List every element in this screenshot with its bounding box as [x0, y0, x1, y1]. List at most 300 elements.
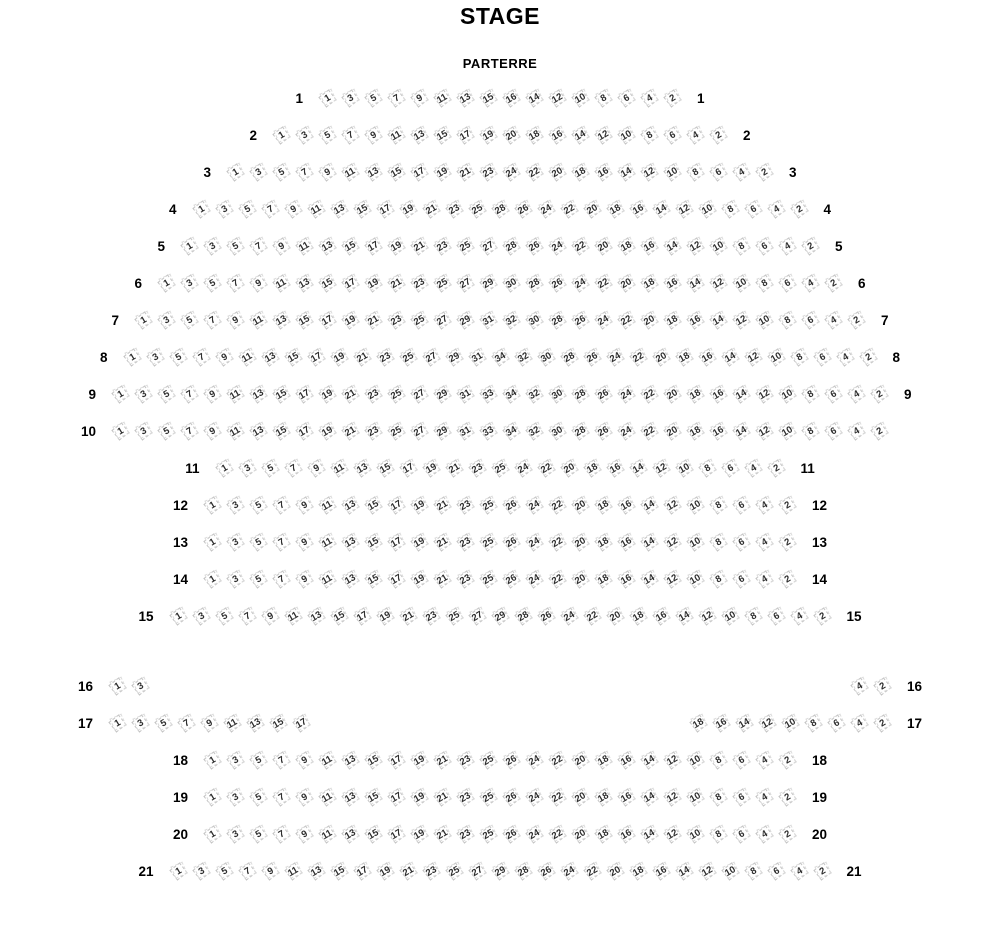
seat-14-16[interactable] — [617, 570, 635, 588]
seat-21-15[interactable] — [330, 862, 348, 880]
seat-8-22[interactable] — [629, 348, 647, 366]
seat-14-15[interactable] — [364, 570, 382, 588]
seat-13-10[interactable] — [686, 533, 704, 551]
seat-4-8[interactable] — [721, 200, 739, 218]
seat-14-8[interactable] — [709, 570, 727, 588]
seat-6-29[interactable] — [479, 274, 497, 292]
seat-21-3[interactable] — [192, 862, 210, 880]
seat-1-6[interactable] — [617, 89, 635, 107]
seat-2-13[interactable] — [410, 126, 428, 144]
seat-15-19[interactable] — [376, 607, 394, 625]
seat-21-28[interactable] — [514, 862, 532, 880]
seat-9-4[interactable] — [847, 385, 865, 403]
seat-7-8[interactable] — [778, 311, 796, 329]
seat-19-21[interactable] — [433, 788, 451, 806]
seat-7-32[interactable] — [502, 311, 520, 329]
seat-10-10[interactable] — [778, 422, 796, 440]
seat-12-11[interactable] — [318, 496, 336, 514]
seat-17-9[interactable] — [200, 714, 218, 732]
seat-18-6[interactable] — [732, 751, 750, 769]
seat-6-2[interactable] — [824, 274, 842, 292]
seat-17-1[interactable] — [108, 714, 126, 732]
seat-11-19[interactable] — [422, 459, 440, 477]
seat-12-17[interactable] — [387, 496, 405, 514]
seat-9-29[interactable] — [433, 385, 451, 403]
seat-9-9[interactable] — [203, 385, 221, 403]
seat-10-23[interactable] — [364, 422, 382, 440]
seat-10-15[interactable] — [272, 422, 290, 440]
seat-11-17[interactable] — [399, 459, 417, 477]
seat-4-7[interactable] — [261, 200, 279, 218]
seat-18-24[interactable] — [525, 751, 543, 769]
seat-20-4[interactable] — [755, 825, 773, 843]
seat-15-6[interactable] — [767, 607, 785, 625]
seat-20-15[interactable] — [364, 825, 382, 843]
seat-10-32[interactable] — [525, 422, 543, 440]
seat-15-24[interactable] — [560, 607, 578, 625]
seat-4-19[interactable] — [399, 200, 417, 218]
seat-21-11[interactable] — [284, 862, 302, 880]
seat-10-31[interactable] — [456, 422, 474, 440]
seat-10-12[interactable] — [755, 422, 773, 440]
seat-19-20[interactable] — [571, 788, 589, 806]
seat-8-1[interactable] — [123, 348, 141, 366]
seat-9-24[interactable] — [617, 385, 635, 403]
seat-17-2[interactable] — [873, 714, 891, 732]
seat-21-9[interactable] — [261, 862, 279, 880]
seat-11-22[interactable] — [537, 459, 555, 477]
seat-3-13[interactable] — [364, 163, 382, 181]
seat-4-18[interactable] — [606, 200, 624, 218]
seat-8-16[interactable] — [698, 348, 716, 366]
seat-13-5[interactable] — [249, 533, 267, 551]
seat-4-16[interactable] — [629, 200, 647, 218]
seat-2-16[interactable] — [548, 126, 566, 144]
seat-20-19[interactable] — [410, 825, 428, 843]
seat-2-3[interactable] — [295, 126, 313, 144]
seat-1-2[interactable] — [663, 89, 681, 107]
seat-15-17[interactable] — [353, 607, 371, 625]
seat-18-8[interactable] — [709, 751, 727, 769]
seat-14-18[interactable] — [594, 570, 612, 588]
seat-2-18[interactable] — [525, 126, 543, 144]
seat-9-17[interactable] — [295, 385, 313, 403]
seat-10-25[interactable] — [387, 422, 405, 440]
seat-4-9[interactable] — [284, 200, 302, 218]
seat-2-11[interactable] — [387, 126, 405, 144]
seat-20-6[interactable] — [732, 825, 750, 843]
seat-11-9[interactable] — [307, 459, 325, 477]
seat-14-1[interactable] — [203, 570, 221, 588]
seat-7-24[interactable] — [594, 311, 612, 329]
seat-19-12[interactable] — [663, 788, 681, 806]
seat-11-1[interactable] — [215, 459, 233, 477]
seat-21-25[interactable] — [445, 862, 463, 880]
seat-6-24[interactable] — [571, 274, 589, 292]
seat-7-11[interactable] — [249, 311, 267, 329]
seat-7-20[interactable] — [640, 311, 658, 329]
seat-2-17[interactable] — [456, 126, 474, 144]
seat-4-12[interactable] — [675, 200, 693, 218]
seat-11-8[interactable] — [698, 459, 716, 477]
seat-12-2[interactable] — [778, 496, 796, 514]
seat-8-13[interactable] — [261, 348, 279, 366]
seat-6-26[interactable] — [548, 274, 566, 292]
seat-15-18[interactable] — [629, 607, 647, 625]
seat-4-3[interactable] — [215, 200, 233, 218]
seat-5-9[interactable] — [272, 237, 290, 255]
seat-5-26[interactable] — [525, 237, 543, 255]
seat-6-8[interactable] — [755, 274, 773, 292]
seat-18-10[interactable] — [686, 751, 704, 769]
seat-21-4[interactable] — [790, 862, 808, 880]
seat-6-17[interactable] — [341, 274, 359, 292]
seat-16-3[interactable] — [131, 677, 149, 695]
seat-12-26[interactable] — [502, 496, 520, 514]
seat-2-19[interactable] — [479, 126, 497, 144]
seat-11-12[interactable] — [652, 459, 670, 477]
seat-10-5[interactable] — [157, 422, 175, 440]
seat-8-23[interactable] — [376, 348, 394, 366]
seat-5-7[interactable] — [249, 237, 267, 255]
seat-18-3[interactable] — [226, 751, 244, 769]
seat-21-27[interactable] — [468, 862, 486, 880]
seat-21-12[interactable] — [698, 862, 716, 880]
seat-12-7[interactable] — [272, 496, 290, 514]
seat-8-26[interactable] — [583, 348, 601, 366]
seat-20-8[interactable] — [709, 825, 727, 843]
seat-7-10[interactable] — [755, 311, 773, 329]
seat-7-28[interactable] — [548, 311, 566, 329]
seat-13-9[interactable] — [295, 533, 313, 551]
seat-12-9[interactable] — [295, 496, 313, 514]
seat-17-7[interactable] — [177, 714, 195, 732]
seat-20-12[interactable] — [663, 825, 681, 843]
seat-9-5[interactable] — [157, 385, 175, 403]
seat-4-22[interactable] — [560, 200, 578, 218]
seat-9-32[interactable] — [525, 385, 543, 403]
seat-4-13[interactable] — [330, 200, 348, 218]
seat-13-6[interactable] — [732, 533, 750, 551]
seat-7-31[interactable] — [479, 311, 497, 329]
seat-13-3[interactable] — [226, 533, 244, 551]
seat-9-28[interactable] — [571, 385, 589, 403]
seat-21-19[interactable] — [376, 862, 394, 880]
seat-17-18[interactable] — [689, 714, 707, 732]
seat-9-18[interactable] — [686, 385, 704, 403]
seat-19-16[interactable] — [617, 788, 635, 806]
seat-9-27[interactable] — [410, 385, 428, 403]
seat-11-2[interactable] — [767, 459, 785, 477]
seat-21-20[interactable] — [606, 862, 624, 880]
seat-2-5[interactable] — [318, 126, 336, 144]
seat-5-13[interactable] — [318, 237, 336, 255]
seat-9-1[interactable] — [111, 385, 129, 403]
seat-14-9[interactable] — [295, 570, 313, 588]
seat-7-30[interactable] — [525, 311, 543, 329]
seat-14-5[interactable] — [249, 570, 267, 588]
seat-10-18[interactable] — [686, 422, 704, 440]
seat-10-30[interactable] — [548, 422, 566, 440]
seat-2-2[interactable] — [709, 126, 727, 144]
seat-15-12[interactable] — [698, 607, 716, 625]
seat-7-9[interactable] — [226, 311, 244, 329]
seat-10-26[interactable] — [594, 422, 612, 440]
seat-6-25[interactable] — [433, 274, 451, 292]
seat-3-17[interactable] — [410, 163, 428, 181]
seat-8-31[interactable] — [468, 348, 486, 366]
seat-6-22[interactable] — [594, 274, 612, 292]
seat-11-14[interactable] — [629, 459, 647, 477]
seat-19-17[interactable] — [387, 788, 405, 806]
seat-14-14[interactable] — [640, 570, 658, 588]
seat-11-5[interactable] — [261, 459, 279, 477]
seat-12-20[interactable] — [571, 496, 589, 514]
seat-15-4[interactable] — [790, 607, 808, 625]
seat-17-14[interactable] — [735, 714, 753, 732]
seat-7-1[interactable] — [134, 311, 152, 329]
seat-20-13[interactable] — [341, 825, 359, 843]
seat-10-1[interactable] — [111, 422, 129, 440]
seat-21-16[interactable] — [652, 862, 670, 880]
seat-3-15[interactable] — [387, 163, 405, 181]
seat-20-23[interactable] — [456, 825, 474, 843]
seat-11-3[interactable] — [238, 459, 256, 477]
seat-6-30[interactable] — [502, 274, 520, 292]
seat-12-22[interactable] — [548, 496, 566, 514]
seat-20-11[interactable] — [318, 825, 336, 843]
seat-8-32[interactable] — [514, 348, 532, 366]
seat-7-29[interactable] — [456, 311, 474, 329]
seat-3-14[interactable] — [617, 163, 635, 181]
seat-2-10[interactable] — [617, 126, 635, 144]
seat-5-20[interactable] — [594, 237, 612, 255]
seat-3-3[interactable] — [249, 163, 267, 181]
seat-8-7[interactable] — [192, 348, 210, 366]
seat-3-23[interactable] — [479, 163, 497, 181]
seat-17-6[interactable] — [827, 714, 845, 732]
seat-5-27[interactable] — [479, 237, 497, 255]
seat-13-24[interactable] — [525, 533, 543, 551]
seat-5-25[interactable] — [456, 237, 474, 255]
seat-10-16[interactable] — [709, 422, 727, 440]
seat-15-10[interactable] — [721, 607, 739, 625]
seat-10-13[interactable] — [249, 422, 267, 440]
seat-1-13[interactable] — [456, 89, 474, 107]
seat-2-8[interactable] — [640, 126, 658, 144]
seat-14-11[interactable] — [318, 570, 336, 588]
seat-19-23[interactable] — [456, 788, 474, 806]
seat-10-14[interactable] — [732, 422, 750, 440]
seat-20-24[interactable] — [525, 825, 543, 843]
seat-6-20[interactable] — [617, 274, 635, 292]
seat-11-25[interactable] — [491, 459, 509, 477]
seat-6-15[interactable] — [318, 274, 336, 292]
seat-2-12[interactable] — [594, 126, 612, 144]
seat-10-22[interactable] — [640, 422, 658, 440]
seat-9-16[interactable] — [709, 385, 727, 403]
seat-6-4[interactable] — [801, 274, 819, 292]
seat-8-11[interactable] — [238, 348, 256, 366]
seat-13-16[interactable] — [617, 533, 635, 551]
seat-13-12[interactable] — [663, 533, 681, 551]
seat-5-1[interactable] — [180, 237, 198, 255]
seat-9-31[interactable] — [456, 385, 474, 403]
seat-11-7[interactable] — [284, 459, 302, 477]
seat-6-1[interactable] — [157, 274, 175, 292]
seat-8-30[interactable] — [537, 348, 555, 366]
seat-8-34[interactable] — [491, 348, 509, 366]
seat-20-17[interactable] — [387, 825, 405, 843]
seat-21-26[interactable] — [537, 862, 555, 880]
seat-12-16[interactable] — [617, 496, 635, 514]
seat-12-13[interactable] — [341, 496, 359, 514]
seat-8-27[interactable] — [422, 348, 440, 366]
seat-4-24[interactable] — [537, 200, 555, 218]
seat-8-19[interactable] — [330, 348, 348, 366]
seat-15-15[interactable] — [330, 607, 348, 625]
seat-1-4[interactable] — [640, 89, 658, 107]
seat-4-21[interactable] — [422, 200, 440, 218]
seat-7-18[interactable] — [663, 311, 681, 329]
seat-20-21[interactable] — [433, 825, 451, 843]
seat-17-4[interactable] — [850, 714, 868, 732]
seat-11-20[interactable] — [560, 459, 578, 477]
seat-18-1[interactable] — [203, 751, 221, 769]
seat-18-23[interactable] — [456, 751, 474, 769]
seat-18-9[interactable] — [295, 751, 313, 769]
seat-1-11[interactable] — [433, 89, 451, 107]
seat-18-5[interactable] — [249, 751, 267, 769]
seat-15-27[interactable] — [468, 607, 486, 625]
seat-4-2[interactable] — [790, 200, 808, 218]
seat-11-4[interactable] — [744, 459, 762, 477]
seat-21-22[interactable] — [583, 862, 601, 880]
seat-21-18[interactable] — [629, 862, 647, 880]
seat-13-4[interactable] — [755, 533, 773, 551]
seat-3-1[interactable] — [226, 163, 244, 181]
seat-19-15[interactable] — [364, 788, 382, 806]
seat-7-21[interactable] — [364, 311, 382, 329]
seat-18-2[interactable] — [778, 751, 796, 769]
seat-5-12[interactable] — [686, 237, 704, 255]
seat-15-2[interactable] — [813, 607, 831, 625]
seat-15-7[interactable] — [238, 607, 256, 625]
seat-5-3[interactable] — [203, 237, 221, 255]
seat-5-8[interactable] — [732, 237, 750, 255]
seat-12-18[interactable] — [594, 496, 612, 514]
seat-8-17[interactable] — [307, 348, 325, 366]
seat-13-25[interactable] — [479, 533, 497, 551]
seat-8-21[interactable] — [353, 348, 371, 366]
seat-13-14[interactable] — [640, 533, 658, 551]
seat-4-4[interactable] — [767, 200, 785, 218]
seat-15-21[interactable] — [399, 607, 417, 625]
seat-15-28[interactable] — [514, 607, 532, 625]
seat-9-26[interactable] — [594, 385, 612, 403]
seat-6-18[interactable] — [640, 274, 658, 292]
seat-8-15[interactable] — [284, 348, 302, 366]
seat-9-19[interactable] — [318, 385, 336, 403]
seat-13-2[interactable] — [778, 533, 796, 551]
seat-14-19[interactable] — [410, 570, 428, 588]
seat-21-24[interactable] — [560, 862, 578, 880]
seat-5-18[interactable] — [617, 237, 635, 255]
seat-12-25[interactable] — [479, 496, 497, 514]
seat-15-16[interactable] — [652, 607, 670, 625]
seat-8-14[interactable] — [721, 348, 739, 366]
seat-19-10[interactable] — [686, 788, 704, 806]
seat-9-20[interactable] — [663, 385, 681, 403]
seat-8-12[interactable] — [744, 348, 762, 366]
seat-12-1[interactable] — [203, 496, 221, 514]
seat-18-4[interactable] — [755, 751, 773, 769]
seat-13-15[interactable] — [364, 533, 382, 551]
seat-20-1[interactable] — [203, 825, 221, 843]
seat-12-15[interactable] — [364, 496, 382, 514]
seat-4-1[interactable] — [192, 200, 210, 218]
seat-18-20[interactable] — [571, 751, 589, 769]
seat-5-19[interactable] — [387, 237, 405, 255]
seat-5-15[interactable] — [341, 237, 359, 255]
seat-14-2[interactable] — [778, 570, 796, 588]
seat-15-29[interactable] — [491, 607, 509, 625]
seat-9-6[interactable] — [824, 385, 842, 403]
seat-5-2[interactable] — [801, 237, 819, 255]
seat-2-6[interactable] — [663, 126, 681, 144]
seat-18-21[interactable] — [433, 751, 451, 769]
seat-17-11[interactable] — [223, 714, 241, 732]
seat-14-7[interactable] — [272, 570, 290, 588]
seat-6-12[interactable] — [709, 274, 727, 292]
seat-7-14[interactable] — [709, 311, 727, 329]
seat-9-22[interactable] — [640, 385, 658, 403]
seat-12-3[interactable] — [226, 496, 244, 514]
seat-7-5[interactable] — [180, 311, 198, 329]
seat-1-8[interactable] — [594, 89, 612, 107]
seat-19-6[interactable] — [732, 788, 750, 806]
seat-18-14[interactable] — [640, 751, 658, 769]
seat-19-13[interactable] — [341, 788, 359, 806]
seat-3-19[interactable] — [433, 163, 451, 181]
seat-8-9[interactable] — [215, 348, 233, 366]
seat-13-13[interactable] — [341, 533, 359, 551]
seat-9-11[interactable] — [226, 385, 244, 403]
seat-1-15[interactable] — [479, 89, 497, 107]
seat-8-10[interactable] — [767, 348, 785, 366]
seat-14-22[interactable] — [548, 570, 566, 588]
seat-12-12[interactable] — [663, 496, 681, 514]
seat-14-23[interactable] — [456, 570, 474, 588]
seat-4-26[interactable] — [514, 200, 532, 218]
seat-8-5[interactable] — [169, 348, 187, 366]
seat-21-8[interactable] — [744, 862, 762, 880]
seat-9-12[interactable] — [755, 385, 773, 403]
seat-4-11[interactable] — [307, 200, 325, 218]
seat-7-13[interactable] — [272, 311, 290, 329]
seat-9-3[interactable] — [134, 385, 152, 403]
seat-5-14[interactable] — [663, 237, 681, 255]
seat-13-17[interactable] — [387, 533, 405, 551]
seat-8-29[interactable] — [445, 348, 463, 366]
seat-14-3[interactable] — [226, 570, 244, 588]
seat-3-21[interactable] — [456, 163, 474, 181]
seat-13-19[interactable] — [410, 533, 428, 551]
seat-3-4[interactable] — [732, 163, 750, 181]
seat-10-3[interactable] — [134, 422, 152, 440]
seat-14-13[interactable] — [341, 570, 359, 588]
seat-9-34[interactable] — [502, 385, 520, 403]
